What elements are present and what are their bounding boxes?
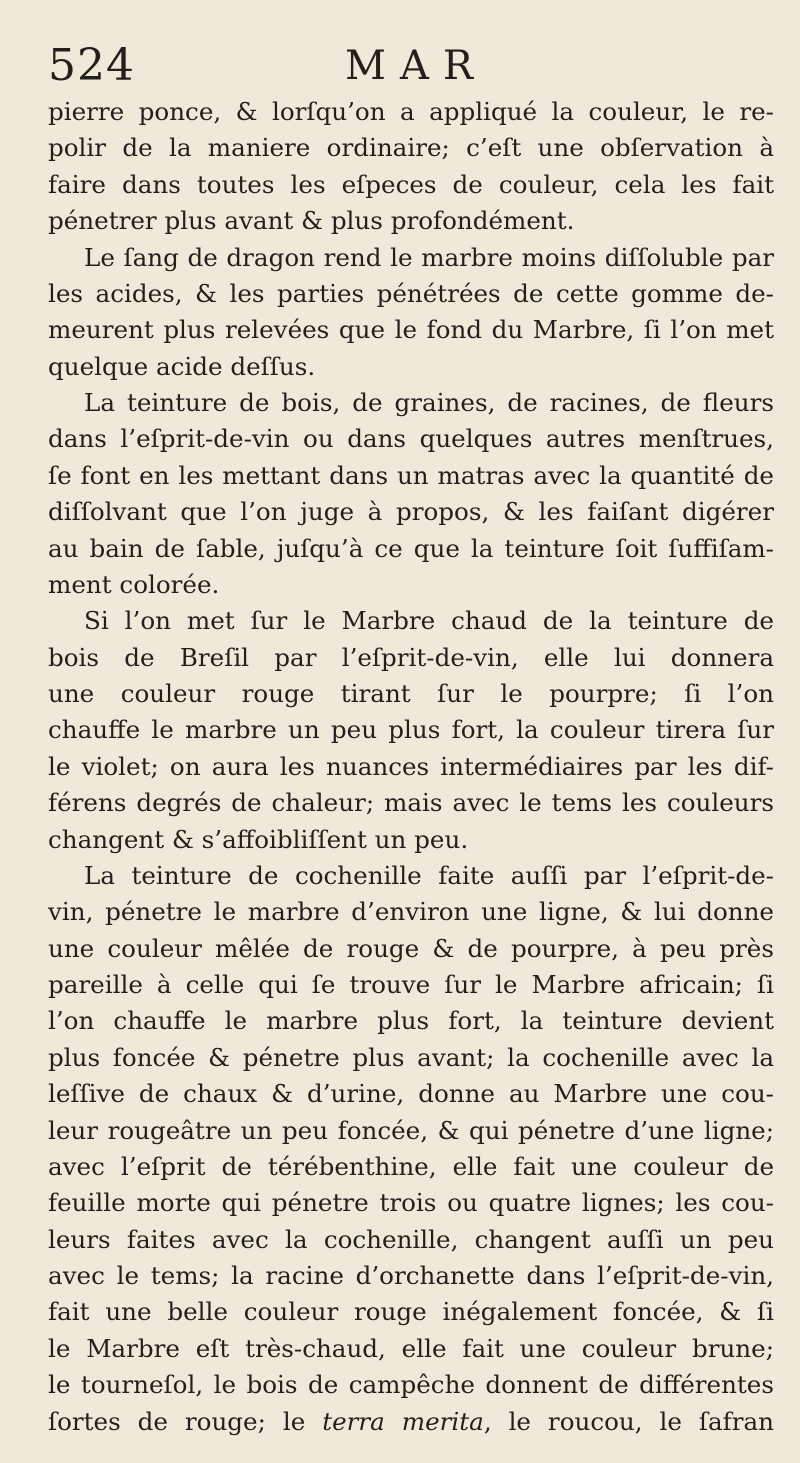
text-line: le tourneſol, le bois de campêche donnent de différentes: [48, 1370, 774, 1400]
text-line: diſſolvant que l’on juge à propos, & les faiſant digérer: [48, 497, 774, 527]
text-line: leſſive de chaux & d’urine, donne au Marbre une cou-: [48, 1079, 774, 1109]
text-line: faire dans toutes les eſpeces de couleur, cela les fait: [48, 169, 774, 199]
text-line: bois de Breſil par l’eſprit-de-vin, elle lui donnera: [48, 642, 774, 672]
text-line: au bain de ſable, juſqu’à ce que la teinture ſoit ſuffiſam-: [48, 533, 774, 563]
page-number: 524: [48, 40, 135, 91]
text-line: quelque acide deſſus.: [48, 351, 316, 381]
line-end: , le roucou, le ſafran: [483, 1406, 774, 1436]
body-text: [48, 94, 774, 1440]
text-line: meurent plus relevées que le fond du Marbre, ſi l’on met: [48, 315, 774, 345]
text-line: La teinture de cochenille faite auſſi par l’eſprit-de-: [84, 860, 774, 890]
text-line: avec l’eſprit de térébenthine, elle fait une couleur de: [48, 1151, 774, 1181]
text-line: leurs faites avec la cochenille, changent auſſi un peu: [48, 1224, 774, 1254]
text-line: l’on chauffe le marbre plus fort, la teinture devient: [48, 1006, 774, 1036]
text-line: vin, pénetre le marbre d’environ une ligne, & lui donne: [48, 897, 774, 927]
text-line: férens degrés de chaleur; mais avec le tems les couleurs: [48, 788, 774, 818]
text-line: pareille à celle qui ſe trouve ſur le Marbre africain; ſi: [48, 970, 774, 999]
text-line: pierre ponce, & lorſqu’on a appliqué la couleur, le re-: [48, 97, 774, 126]
text-line: Si l’on met ſur le Marbre chaud de la teinture de: [84, 606, 774, 636]
running-head: [48, 40, 780, 92]
line-start: ſortes de rouge; le: [48, 1406, 323, 1436]
text-line: chauffe le marbre un peu plus fort, la couleur tirera ſur: [48, 715, 774, 745]
text-line: ment colorée.: [48, 569, 220, 599]
text-line: fait une belle couleur rouge inégalement foncée, & ſi: [48, 1297, 774, 1327]
text-line: une couleur rouge tirant ſur le pourpre; ſi l’on: [48, 679, 774, 708]
running-title: MAR: [345, 43, 487, 89]
text-line: pénetrer plus avant & plus profondément.: [48, 206, 575, 236]
text-line: avec le tems; la racine d’orchanette dans l’eſprit-de-vin,: [48, 1261, 774, 1290]
text-line: feuille morte qui pénetre trois ou quatre lignes; les cou-: [48, 1188, 774, 1218]
text-line: une couleur mêlée de rouge & de pourpre, à peu près: [48, 933, 774, 963]
text-line: le violet; on aura les nuances intermédiaires par les dif-: [48, 751, 774, 781]
text-line: La teinture de bois, de graines, de racines, de fleurs: [84, 388, 774, 417]
text-line: plus foncée & pénetre plus avant; la cochenille avec la: [48, 1042, 774, 1072]
text-line-last: [48, 1404, 774, 1440]
text-line: changent & s’affoibliſſent un peu.: [48, 824, 469, 854]
text-line: ſe font en les mettant dans un matras avec la quantité de: [48, 460, 774, 490]
text-line: Le ſang de dragon rend le marbre moins diſſoluble par: [84, 242, 774, 272]
text-line: les acides, & les parties pénétrées de cette gomme de-: [48, 278, 774, 308]
text-line: polir de la maniere ordinaire; c’eſt une obſervation à: [48, 133, 774, 163]
text-line: leur rougeâtre un peu foncée, & qui pénetre d’une ligne;: [48, 1115, 774, 1145]
italic-term: terra merita: [322, 1406, 484, 1436]
text-line: le Marbre eſt très-chaud, elle fait une couleur brune;: [48, 1333, 774, 1363]
text-line: dans l’eſprit-de-vin ou dans quelques autres menſtrues,: [48, 424, 774, 454]
